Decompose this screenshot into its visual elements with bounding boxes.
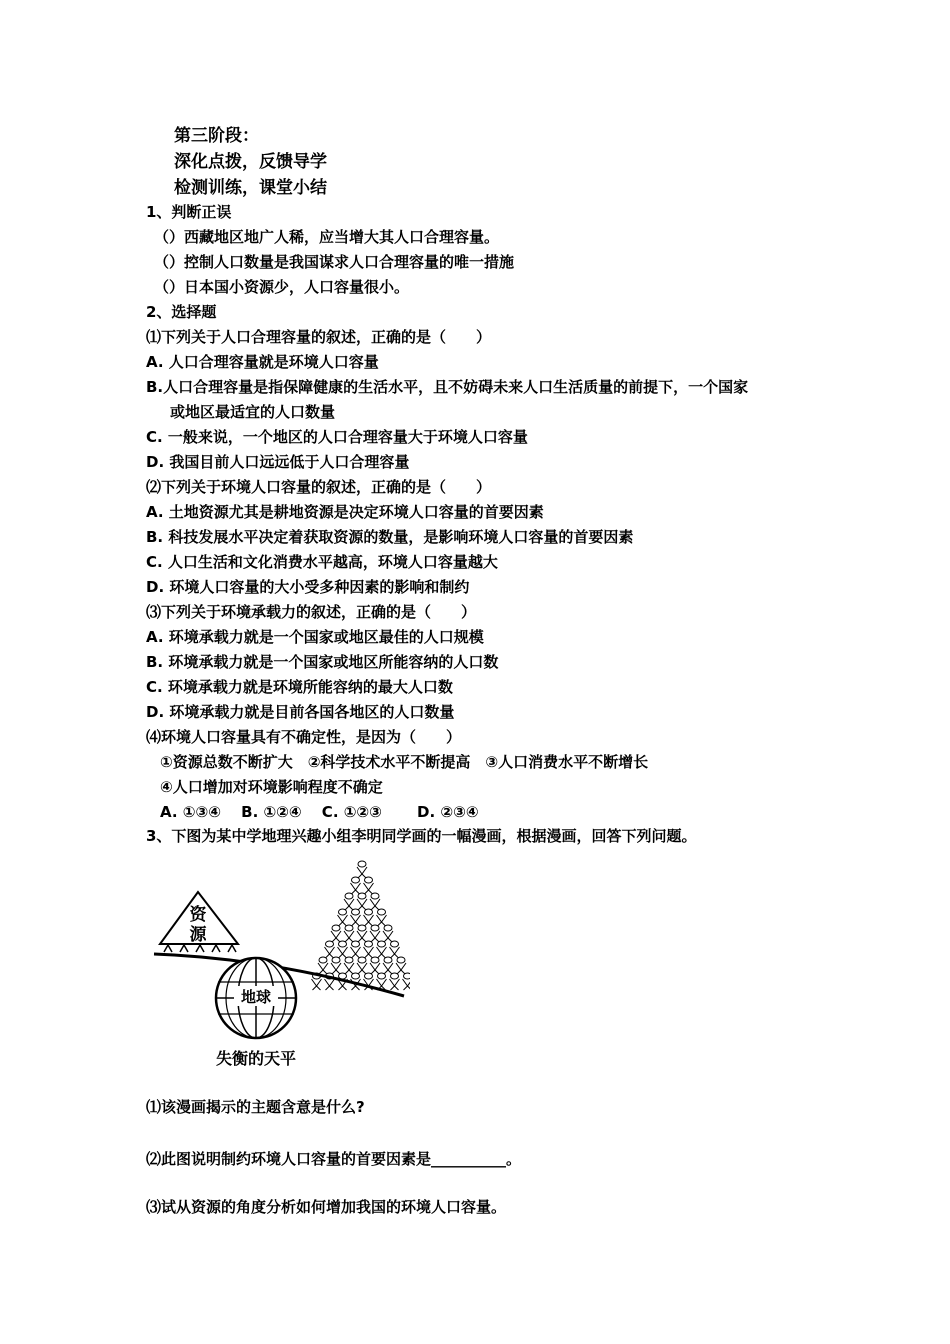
q3-option-d: D. 环境承载力就是目前各国各地区的人口数量 — [146, 703, 455, 721]
section1-heading: 1、判断正误 — [146, 203, 232, 221]
judge-item-3: （）日本国小资源少，人口容量很小。 — [154, 278, 410, 296]
q2-stem: ⑵下列关于环境人口容量的叙述，正确的是（ ） — [146, 478, 492, 496]
q2-option-d: D. 环境人口容量的大小受多种因素的影响和制约 — [146, 578, 470, 596]
unbalanced-scale-cartoon — [150, 848, 410, 1078]
q2-option-a: A. 土地资源尤其是耕地资源是决定环境人口容量的首要因素 — [146, 503, 544, 521]
q1-stem: ⑴下列关于人口合理容量的叙述，正确的是（ ） — [146, 328, 492, 346]
judge-item-2: （）控制人口数量是我国谋求人口合理容量的唯一措施 — [154, 253, 515, 271]
stage-line-2: 检测训练，课堂小结 — [174, 178, 327, 198]
q1-option-c: C. 一般来说，一个地区的人口合理容量大于环境人口容量 — [146, 428, 528, 446]
q4-line-1: ①资源总数不断扩大 ②科学技术水平不断提高 ③人口消费水平不断增长 — [160, 753, 649, 771]
q2-option-b: B. 科技发展水平决定着获取资源的数量，是影响环境人口容量的首要因素 — [146, 528, 634, 546]
q3-stem: ⑶下列关于环境承载力的叙述，正确的是（ ） — [146, 603, 477, 621]
cartoon-caption: 失衡的天平 — [215, 1049, 297, 1068]
q4-line-2: ④人口增加对环境影响程度不确定 — [160, 778, 383, 796]
q3-option-a: A. 环境承载力就是一个国家或地区最佳的人口规模 — [146, 628, 484, 646]
q1-option-b-cont: 或地区最适宜的人口数量 — [170, 403, 336, 421]
globe-label: 地球 — [240, 988, 272, 1006]
q3-2: ⑵此图说明制约环境人口容量的首要因素是__________。 — [146, 1150, 522, 1168]
q3-option-c: C. 环境承载力就是环境所能容纳的最大人口数 — [146, 678, 453, 696]
q3-1: ⑴该漫画揭示的主题含意是什么? — [146, 1098, 365, 1116]
people-crowd — [312, 861, 411, 990]
earth-globe — [216, 958, 296, 1038]
stage-title: 第三阶段： — [174, 126, 259, 146]
q3-option-b: B. 环境承载力就是一个国家或地区所能容纳的人口数 — [146, 653, 499, 671]
q2-option-c: C. 人口生活和文化消费水平越高，环境人口容量越大 — [146, 553, 498, 571]
resource-char-2: 源 — [189, 925, 207, 945]
q4-stem: ⑷环境人口容量具有不确定性，是因为（ ） — [146, 728, 462, 746]
section3-heading: 3、下图为某中学地理兴趣小组李明同学画的一幅漫画，根据漫画，回答下列问题。 — [146, 827, 697, 845]
q1-option-b: B.人口合理容量是指保障健康的生活水平，且不妨碍未来人口生活质量的前提下，一个国家 — [146, 378, 749, 396]
q1-option-d: D. 我国目前人口远远低于人口合理容量 — [146, 453, 410, 471]
q1-option-a: A. 人口合理容量就是环境人口容量 — [146, 353, 379, 371]
section2-heading: 2、选择题 — [146, 303, 217, 321]
q4-choices: A. ①③④ B. ①②④ C. ①②③ D. ②③④ — [160, 803, 479, 821]
q3-3: ⑶试从资源的角度分析如何增加我国的环境人口容量。 — [146, 1198, 507, 1216]
judge-item-1: （）西藏地区地广人稀，应当增大其人口合理容量。 — [154, 228, 500, 246]
resource-char-1: 资 — [189, 905, 207, 925]
stage-line-1: 深化点拨，反馈导学 — [174, 152, 327, 172]
